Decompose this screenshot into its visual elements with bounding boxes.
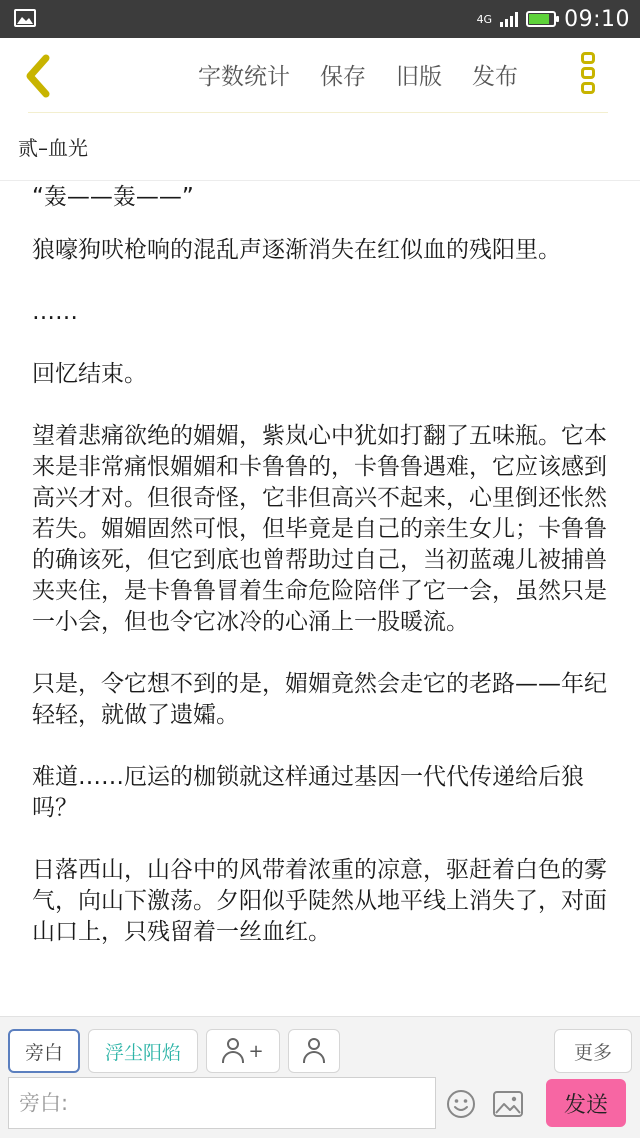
battery-icon xyxy=(526,11,556,27)
narration-role-button[interactable] xyxy=(8,1029,80,1073)
paragraph: …… xyxy=(32,299,78,325)
paragraph: 难道……厄运的枷锁就这样通过基因一代代传递给后狼吗？ xyxy=(32,764,584,821)
paragraph: “轰——轰——” xyxy=(32,184,194,210)
status-bar xyxy=(0,0,640,38)
status-time: 09:10 xyxy=(564,6,630,32)
toolbar-actions xyxy=(198,58,548,91)
role-manage-button[interactable] xyxy=(288,1029,340,1073)
back-arrow-icon xyxy=(20,52,60,100)
more-dots-icon[interactable] xyxy=(578,52,598,98)
user-icon xyxy=(303,1038,325,1064)
back-button[interactable] xyxy=(20,52,60,100)
character-role-label: 浮尘阳焰 xyxy=(104,1041,181,1064)
publish-button[interactable]: 发布 xyxy=(472,64,518,90)
toolbar-divider xyxy=(28,112,608,113)
chapter-content[interactable] xyxy=(32,182,608,1002)
character-role-button[interactable] xyxy=(88,1029,198,1073)
add-role-plus: + xyxy=(248,1040,264,1062)
send-button[interactable] xyxy=(546,1079,626,1127)
image-button[interactable] xyxy=(492,1089,524,1119)
composer-panel xyxy=(0,1016,640,1138)
save-button[interactable]: 保存 xyxy=(320,64,366,90)
image-icon xyxy=(492,1089,524,1119)
paragraph: 望着悲痛欲绝的媚媚，紫岚心中犹如打翻了五味瓶。它本来是非常痛恨媚媚和卡鲁鲁的，卡鲁鲁遇难，它应该感到高兴才对。但很奇怪，它非但高兴不起来，心里倒还怅然若失。媚媚固然可恨，但毕竟是自己的亲生女儿；卡鲁鲁的确该死，但它到底也曾帮助过自己，当初蓝魂儿被捕兽夹夹住，是卡鲁鲁冒着生命危险陪伴了它一会，虽然只是一小会，但也令它冰冷的心涌上一股暖流。 xyxy=(32,423,607,635)
paragraph: 回忆结束。 xyxy=(32,361,147,387)
signal-icon xyxy=(500,11,518,27)
add-role-button[interactable] xyxy=(206,1029,280,1073)
emoji-icon xyxy=(446,1089,476,1119)
emoji-button[interactable] xyxy=(446,1089,476,1119)
send-label: 发送 xyxy=(563,1092,608,1118)
paragraph: 只是，令它想不到的是，媚媚竟然会走它的老路——年纪轻轻，就做了遗孀。 xyxy=(32,671,607,728)
user-icon xyxy=(222,1038,244,1064)
chapter-divider xyxy=(0,180,640,181)
gallery-icon xyxy=(14,9,36,27)
more-button[interactable] xyxy=(554,1029,632,1073)
paragraph: 日落西山，山谷中的风带着浓重的凉意，驱赶着白色的雾气，向山下激荡。夕阳似乎陡然从地平线上消失了，对面山口上，只残留着一丝血红。 xyxy=(32,857,607,945)
chapter-title[interactable]: 贰–血光 xyxy=(18,136,88,160)
word-count-button[interactable]: 字数统计 xyxy=(198,64,290,90)
more-label: 更多 xyxy=(573,1041,612,1064)
network-label: 4G xyxy=(476,12,493,26)
message-input-wrapper xyxy=(8,1077,436,1129)
narration-role-label: 旁白 xyxy=(24,1041,63,1064)
old-version-button[interactable]: 旧版 xyxy=(396,64,442,90)
paragraph: 狼嚎狗吠枪响的混乱声逐渐消失在红似血的残阳里。 xyxy=(32,237,561,263)
message-input[interactable] xyxy=(9,1078,435,1128)
editor-toolbar xyxy=(0,38,640,114)
status-right xyxy=(477,0,630,38)
